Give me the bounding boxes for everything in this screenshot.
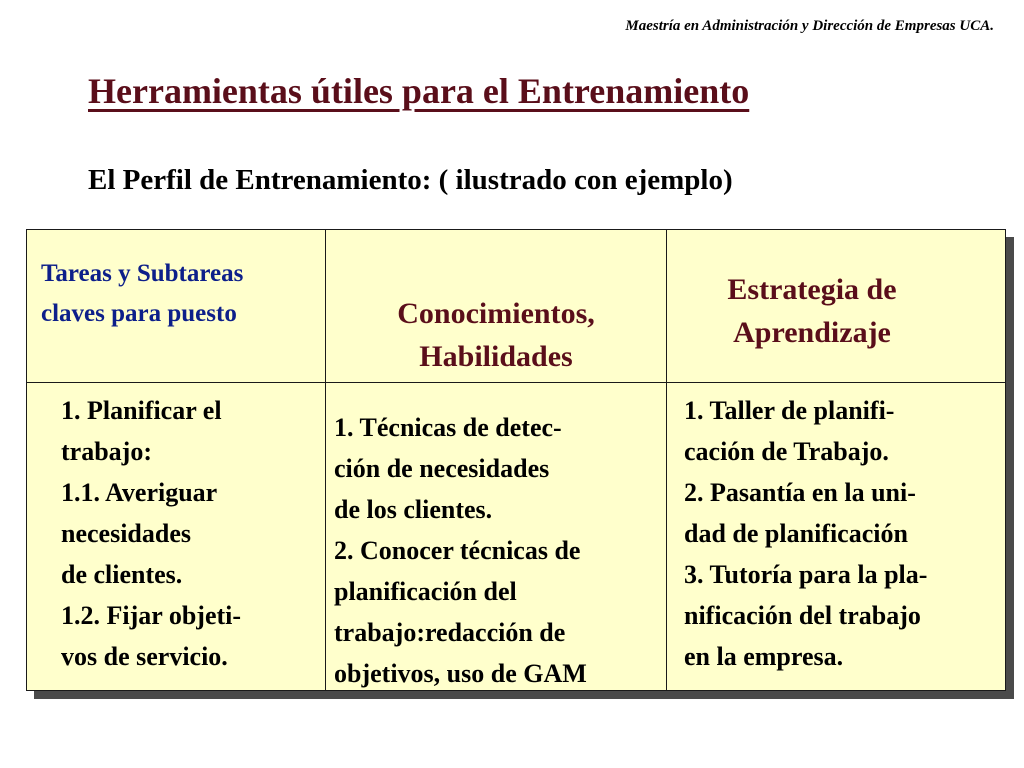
column-divider-2	[666, 230, 667, 690]
slide-title: Herramientas útiles para el Entrenamiento	[88, 71, 750, 111]
cell-conocimientos: 1. Técnicas de detec- ción de necesidades de los clientes. 2. Conocer técnicas de planificación del trabajo:redacción de objetivos, uso de GAM	[334, 413, 587, 688]
header-tareas: Tareas y Subtareas claves para puesto	[41, 260, 244, 327]
cell-tareas: 1. Planificar el trabajo: 1.1. Averiguar necesidades de clientes. 1.2. Fijar objeti- vos de servicio.	[61, 396, 242, 671]
header-divider	[27, 382, 1005, 383]
slide-subtitle: El Perfil de Entrenamiento: ( ilustrado con ejemplo)	[88, 164, 733, 196]
training-profile-table	[26, 229, 1006, 691]
cell-estrategia: 1. Taller de planifi- cación de Trabajo. 2. Pasantía en la uni- dad de planificación 3. Tutoría para la pla- nificación del trabajo en la empresa.	[684, 396, 928, 671]
header-estrategia: Estrategia de Aprendizaje	[727, 273, 897, 349]
header-note: Maestría en Administración y Dirección de Empresas UCA.	[625, 18, 994, 34]
header-conocimientos: Conocimientos, Habilidades	[397, 297, 595, 373]
